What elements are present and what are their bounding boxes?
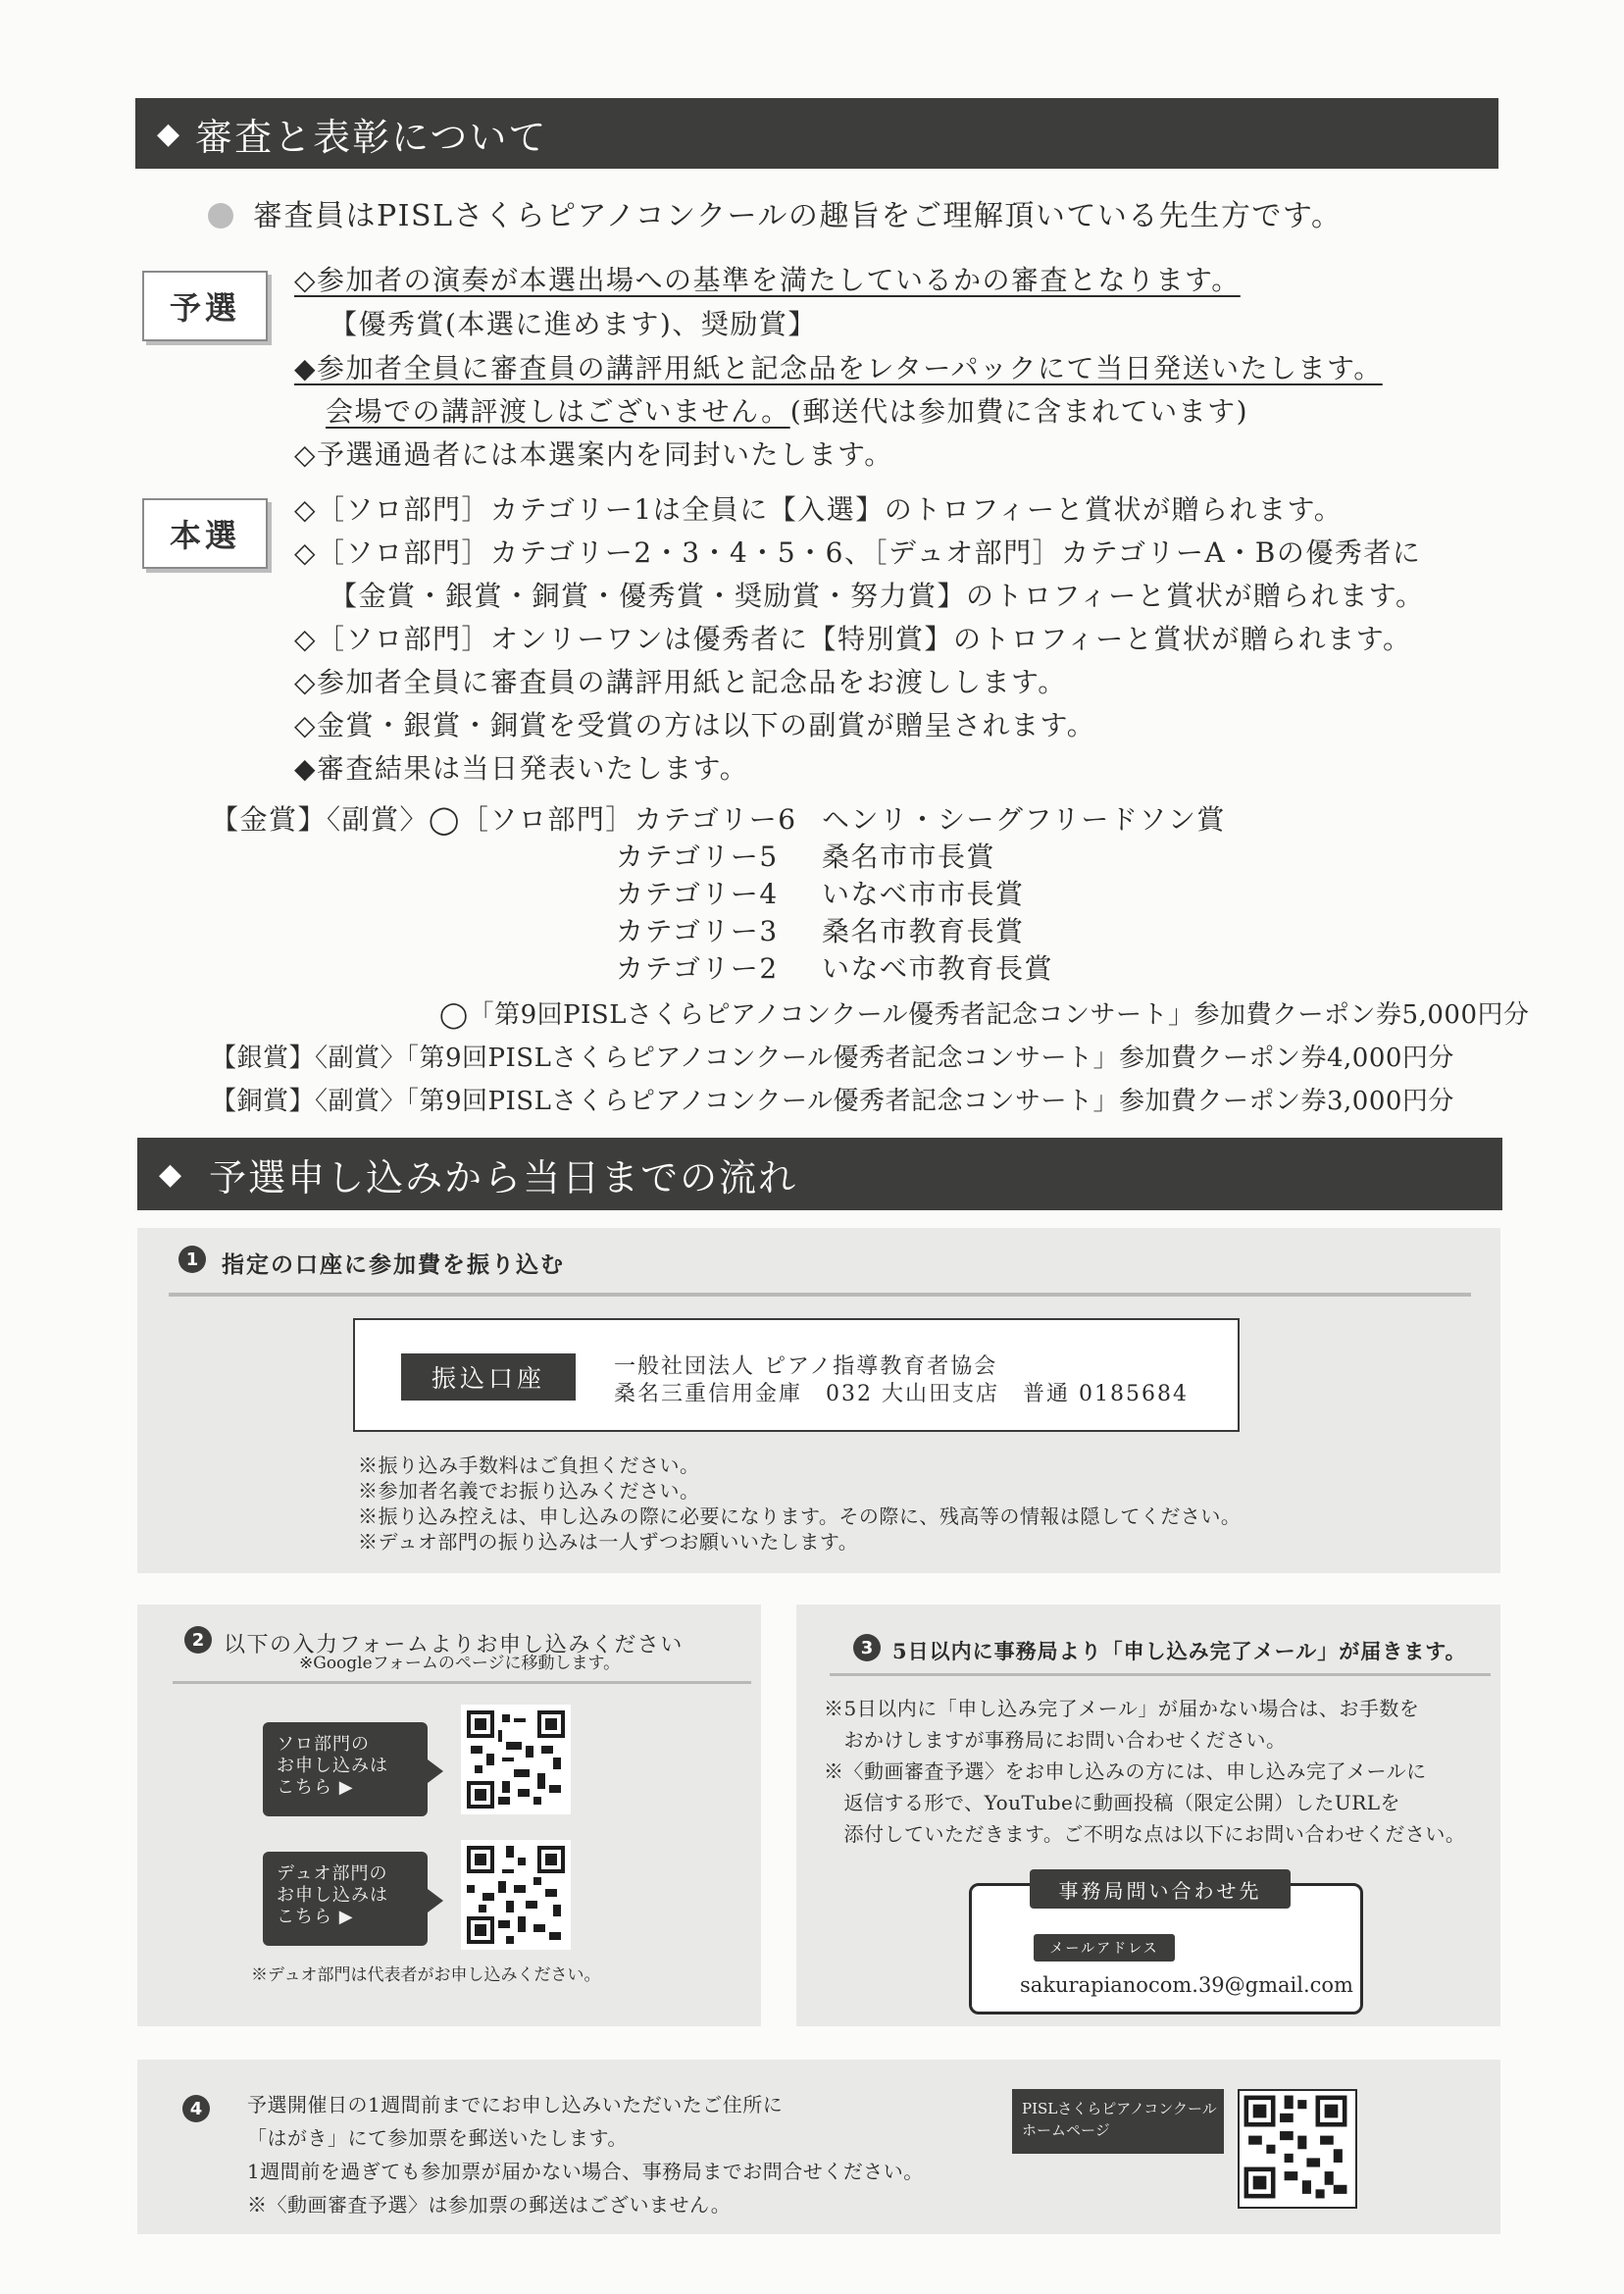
email-label: メールアドレス (1034, 1934, 1175, 1962)
qr-code-icon[interactable] (461, 1705, 571, 1814)
homepage-label: PISLさくらピアノコンクール (1022, 2100, 1217, 2117)
step1-title: 指定の口座に参加費を振り込む (222, 1251, 565, 1278)
diamond-icon: ◆ (157, 116, 182, 151)
step4-line: 「はがき」にて参加票を郵送いたします。 (247, 2126, 628, 2150)
duo-qr-code-icon (467, 1846, 565, 1944)
yosen-label: 予選 (142, 271, 268, 341)
homepage-tag[interactable] (1012, 2089, 1224, 2154)
step2-note: ※デュオ部門は代表者がお申し込みください。 (251, 1965, 601, 1985)
award-prize: いなべ市教育長賞 (822, 952, 1054, 985)
honsen-line-2: ◇［ソロ部門］カテゴリー2・3・4・5・6、［デュオ部門］カテゴリーA・Bの優秀者に (294, 536, 1422, 569)
honsen-line-4: ◇［ソロ部門］オンリーワンは優秀者に【特別賞】のトロフィーと賞状が贈られます。 (294, 623, 1412, 655)
homepage-qr-code-icon (1240, 2091, 1351, 2203)
honsen-label: 本選 (142, 498, 268, 569)
duo-callout-line: デュオ部門の (277, 1863, 388, 1884)
section-header-judging (135, 98, 1498, 169)
award-cat: カテゴリー3 (616, 915, 779, 947)
step3-note: ※5日以内に「申し込み完了メール」が届かない場合は、お手数を (824, 1697, 1420, 1720)
step-number-badge: 3 (853, 1634, 881, 1661)
contact-email[interactable]: sakurapianocom.39@gmail.com (1020, 1973, 1353, 1997)
step1-note: ※参加者名義でお振り込みください。 (358, 1479, 700, 1503)
honsen-line-3: 【金賞・銀賞・銅賞・優秀賞・奨励賞・努力賞】のトロフィーと賞状が贈られます。 (330, 580, 1425, 612)
honsen-line-5: ◇参加者全員に審査員の講評用紙と記念品をお渡しします。 (294, 666, 1067, 698)
step-number-badge: 4 (182, 2095, 210, 2122)
step-number-badge: 1 (178, 1246, 206, 1273)
silver-award-line: 【銀賞】〈副賞〉「第9回PISLさくらピアノコンクール優秀者記念コンサート」参加費クーポン券4,000円分 (211, 1044, 1454, 1073)
account-tag: 振込口座 (401, 1353, 576, 1401)
yosen-line-5: ◇予選通過者には本選案内を同封いたします。 (294, 438, 893, 471)
account-holder: 一般社団法人 ピアノ指導教育者協会 (614, 1354, 998, 1379)
honsen-line-7: ◆審査結果は当日発表いたします。 (294, 752, 749, 785)
step1-note: ※デュオ部門の振り込みは一人ずつお願いいたします。 (358, 1530, 859, 1554)
step3-title: 5日以内に事務局より「申し込み完了メール」が届きます。 (892, 1639, 1467, 1663)
duo-callout-line: こちら ▶ (277, 1907, 354, 1927)
diamond-icon: ◆ (159, 1156, 184, 1192)
section-title: 予選申し込みから当日までの流れ (209, 1155, 798, 1199)
section-title: 審査と表彰について (195, 115, 548, 159)
yosen-line-4 (326, 395, 1249, 428)
gold-award-line: 【金賞】〈副賞〉◯［ソロ部門］カテゴリー6 (211, 803, 797, 836)
step4-line: ※〈動画審査予選〉は参加票の郵送はございません。 (247, 2193, 732, 2217)
award-cat: カテゴリー4 (616, 878, 779, 910)
solo-apply-callout[interactable] (263, 1722, 428, 1816)
qr-code-icon[interactable] (461, 1840, 571, 1950)
homepage-label-sub: ホームページ (1022, 2121, 1110, 2139)
award-prize: 桑名市教育長賞 (822, 915, 1025, 947)
duo-callout-line: お申し込みは (277, 1885, 388, 1906)
step1-divider (169, 1293, 1471, 1297)
yosen-line-4b: (郵送代は参加費に含まれています) (789, 395, 1249, 428)
award-prize: 桑名市市長賞 (822, 841, 996, 873)
step3-note: おかけしますが事務局にお問い合わせください。 (824, 1728, 1287, 1752)
judges-intro: 審査員はPISLさくらピアノコンクールの趣旨をご理解頂いている先生方です。 (253, 199, 1343, 233)
yosen-line-1: ◇参加者の演奏が本選出場への基準を満たしているかの審査となります。 (294, 264, 1241, 296)
step2-title: 以下の入力フォームよりお申し込みください (224, 1633, 684, 1657)
step3-note: 返信する形で、YouTubeに動画投稿（限定公開）したURLを (824, 1791, 1401, 1814)
step3-note: ※〈動画審査予選〉をお申し込みの方には、申し込み完了メールに (824, 1759, 1427, 1783)
bullet-dot-icon (208, 203, 233, 229)
step1-note: ※振り込み手数料はご負担ください。 (358, 1453, 700, 1477)
step3-divider (830, 1673, 1491, 1676)
gold-coupon-line: ◯「第9回PISLさくらピアノコンクール優秀者記念コンサート」参加費クーポン券5,000円分 (439, 1000, 1530, 1030)
award-cat: カテゴリー2 (616, 952, 779, 985)
step3-note: 添付していただきます。ご不明な点は以下にお問い合わせください。 (824, 1822, 1466, 1846)
step2-subtitle: ※Googleフォームのページに移動します。 (299, 1654, 621, 1673)
step-number-badge: 2 (184, 1626, 212, 1654)
gold-cat6-prize: ヘンリ・シーグフリードソン賞 (822, 803, 1226, 836)
contact-title: 事務局問い合わせ先 (1030, 1869, 1291, 1909)
step1-note: ※振り込み控えは、申し込みの際に必要になります。その際に、残高等の情報は隠してください。 (358, 1504, 1242, 1528)
award-cat: カテゴリー5 (616, 841, 779, 873)
yosen-line-4a: 会場での講評渡しはございません。 (326, 395, 790, 428)
bronze-award-line: 【銅賞】〈副賞〉「第9回PISLさくらピアノコンクール優秀者記念コンサート」参加費クーポン券3,000円分 (211, 1087, 1454, 1116)
yosen-line-2: 【優秀賞(本選に進めます)、奨励賞】 (330, 308, 817, 340)
qr-code-icon[interactable] (1238, 2089, 1357, 2209)
yosen-line-3: ◆参加者全員に審査員の講評用紙と記念品をレターパックにて当日発送いたします。 (294, 352, 1383, 384)
section-header-flow (137, 1138, 1502, 1210)
duo-apply-callout[interactable] (263, 1852, 428, 1946)
step2-divider (173, 1681, 751, 1684)
honsen-line-1: ◇［ソロ部門］カテゴリー1は全員に【入選】のトロフィーと賞状が贈られます。 (294, 493, 1344, 526)
solo-callout-line: ソロ部門の (277, 1734, 370, 1755)
honsen-line-6: ◇金賞・銀賞・銅賞を受賞の方は以下の副賞が贈呈されます。 (294, 709, 1096, 741)
account-bank-info: 桑名三重信用金庫 032 大山田支店 普通 0185684 (614, 1382, 1189, 1406)
solo-callout-line: こちら ▶ (277, 1777, 354, 1798)
solo-qr-code-icon (467, 1710, 565, 1809)
step4-line: 1週間前を過ぎても参加票が届かない場合、事務局までお問合せください。 (247, 2160, 924, 2183)
solo-callout-line: お申し込みは (277, 1756, 388, 1776)
award-prize: いなべ市市長賞 (822, 878, 1025, 910)
step4-line: 予選開催日の1週間前までにお申し込みいただいたご住所に (247, 2093, 784, 2116)
